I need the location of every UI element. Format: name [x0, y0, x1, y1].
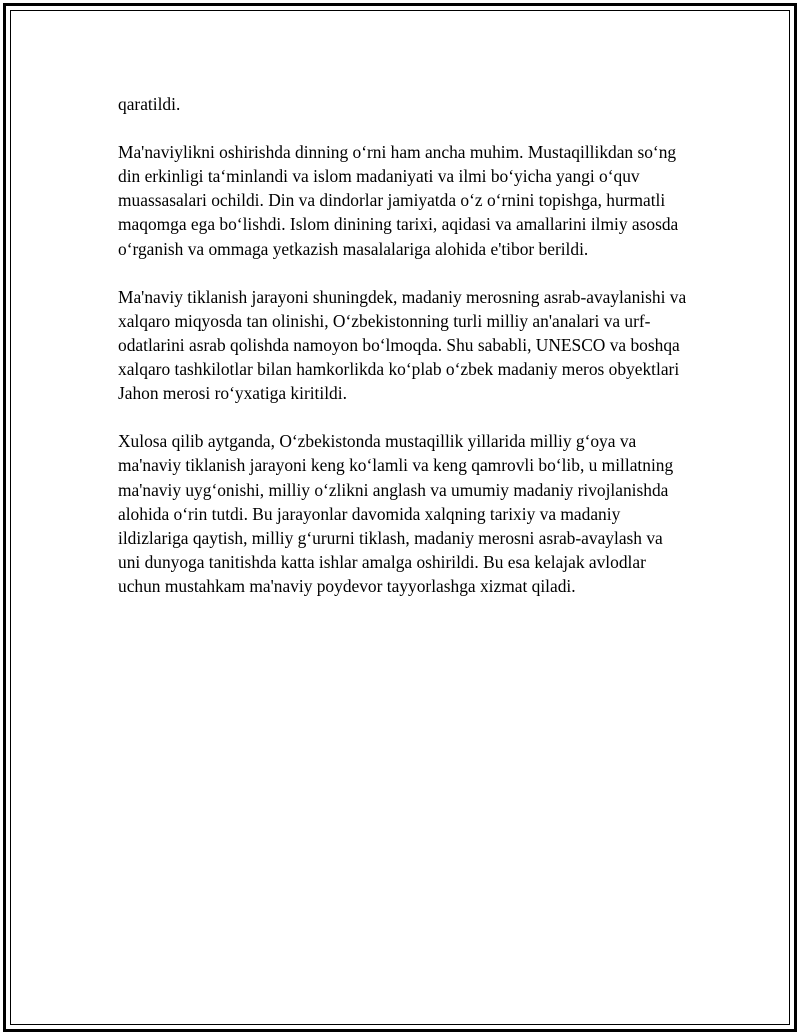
- paragraph-continuation: qaratildi.: [118, 94, 181, 114]
- paragraph-heritage: Ma'naviy tiklanish jarayoni shuningdek, madaniy merosning asrab-avaylanishi va xalqaro miqyosda tan olinishi, O‘zbekistonning turli milliy an'analari va urf-odatlarini asrab qolishda namoyon bo‘lmoqda. Shu sababli, UNESCO va boshqa xalqaro tashkilotlar bilan hamkorlikda ko‘plab o‘zbek madaniy meros obyektlari Jahon merosi ro‘yxatiga kiritildi.: [118, 286, 687, 404]
- document-body: [118, 92, 688, 622]
- paragraph-conclusion: Xulosa qilib aytganda, O‘zbekistonda mustaqillik yillarida milliy g‘oya va ma'naviy tiklanish jarayoni keng ko‘lamli va keng qamrovli bo‘lib, u millatning ma'naviy uyg‘onishi, milliy o‘zlikni anglash va umumiy madaniy rivojlanishda alohida o‘rin tutdi. Bu jarayonlar davomida xalqning tarixiy va madaniy ildizlariga qaytish, milliy g‘ururni tiklash, madaniy merosni asrab-avaylash va uni dunyoga tanitishda katta ishlar amalga oshirildi. Bu esa kelajak avlodlar uchun mustahkam ma'naviy poydevor tayyorlashga xizmat qiladi.: [118, 431, 674, 596]
- paragraph-religion: Ma'naviylikni oshirishda dinning o‘rni ham ancha muhim. Mustaqillikdan so‘ng din erkinligi ta‘minlandi va islom madaniyati va ilmi bo‘yicha yangi o‘quv muassasalari ochildi. Din va dindorlar jamiyatda o‘z o‘rnini topishga, hurmatli maqomga ega bo‘lishdi. Islom dinining tarixi, aqidasi va amallarini ilmiy asosda o‘rganish va ommaga yetkazish masalalariga alohida e'tibor berildi.: [118, 142, 679, 259]
